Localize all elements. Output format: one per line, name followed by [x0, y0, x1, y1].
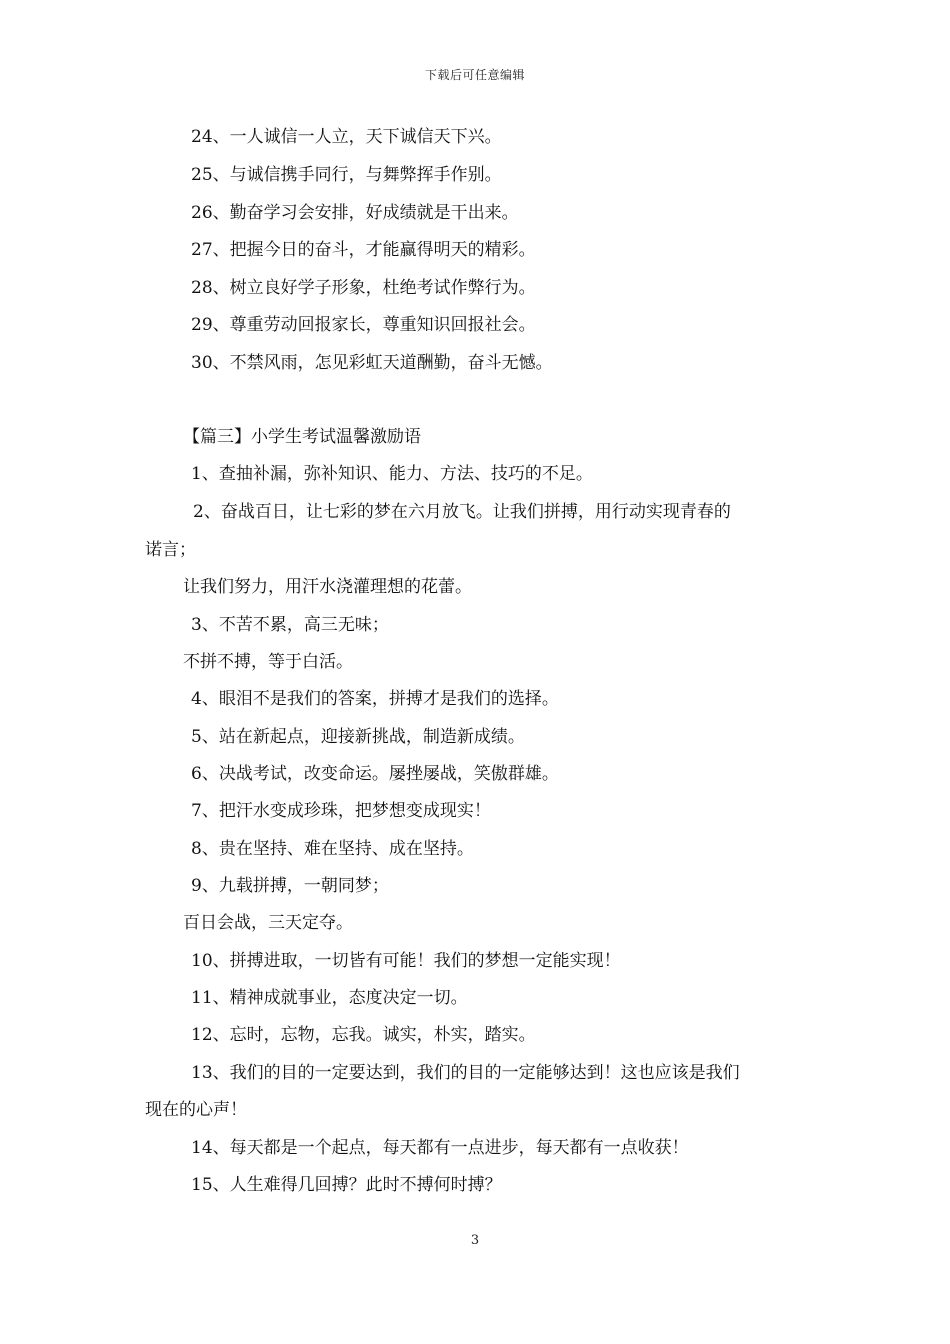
document-page: 下载后可任意编辑 24、一人诚信一人立，天下诚信天下兴。 25、与诚信携手同行，与舞弊挥手作别。 26、勤奋学习会安排，好成绩就是干出来。 27、把握今日的奋斗，才能赢得明天的精彩。 28、树立良好学子形象，杜绝考试作弊行为。 29、尊重劳动回报家长，尊重知识回报社会。 30、不禁风雨，怎见彩虹天道酬勤，奋斗无憾。 【篇三】小学生考试温馨激励语 1、查抽补漏，弥补知识、能力、方法、技巧的不足。 2、奋战百日，让七彩的梦在六月放飞。让我们拼搏，用行动实现青春的 诺言； 让我们努力，用汗水浇灌理想的花蕾。 3、不苦不累，高三无味； 不拼不搏，等于白活。 4、眼泪不是我们的答案，拼搏才是我们的选择。 5、站在新起点，迎接新挑战，制造新成绩。 6、决战考试，改变命运。屡挫屡战，笑傲群雄。 7、把汗水变成珍珠，把梦想变成现实！ 8、贵在坚持、难在坚持、成在坚持。 9、九载拼搏，一朝同梦； 百日会战，三天定夺。 10、拼搏进取，一切皆有可能！我们的梦想一定能实现！ 11、精神成就事业，态度决定一切。 12、忘时，忘物，忘我。诚实，朴实，踏实。 13、我们的目的一定要达到，我们的目的一定能够达到！这也应该是我们 现在的心声！ 14、每天都是一个起点，每天都有一点进步，每天都有一点收获！ 15、人生难得几回搏？此时不搏何时搏？ 3 — [0, 0, 950, 1344]
page-number: 3 — [470, 1233, 480, 1248]
page-header: 下载后可任意编辑 — [424, 68, 525, 82]
